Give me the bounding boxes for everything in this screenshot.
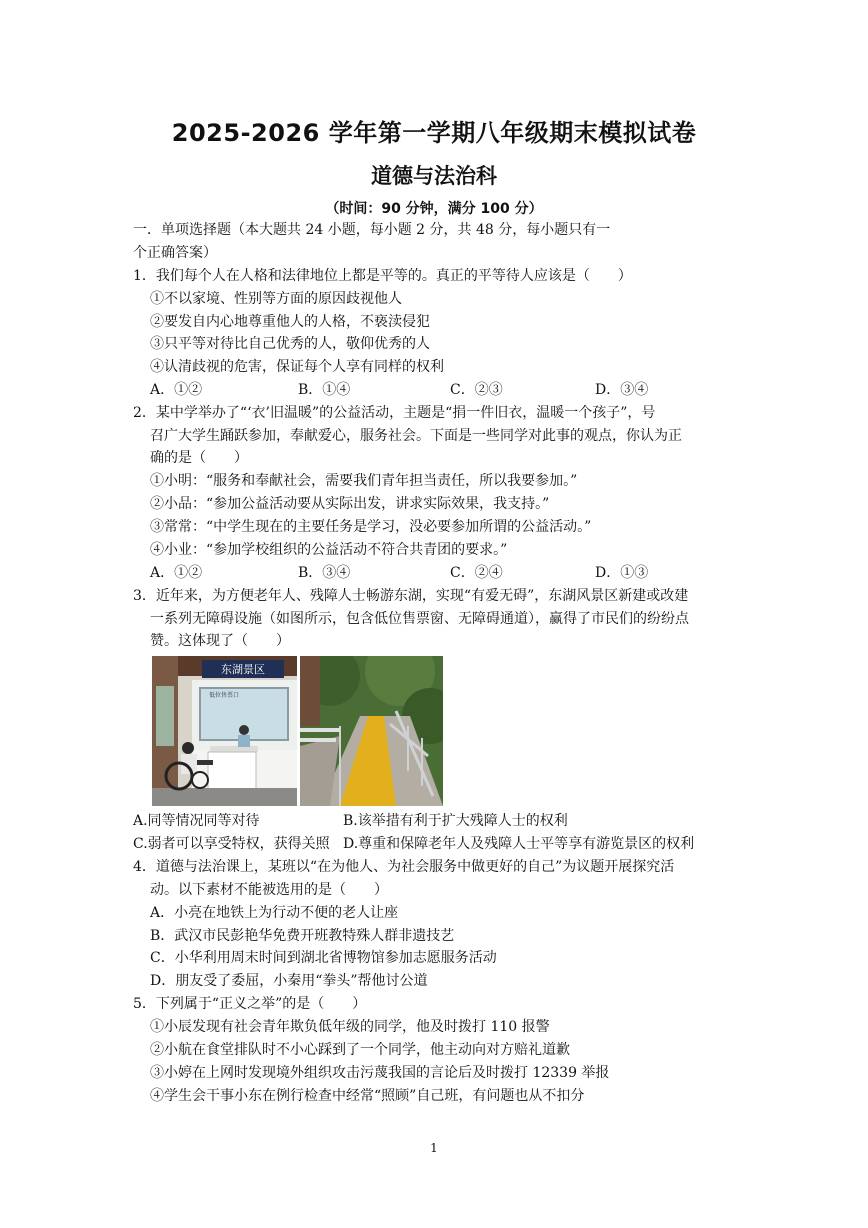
q5-item-4: ④学生会干事小东在例行检查中经常“照顾”自己班，有问题也从不扣分 xyxy=(150,1088,585,1104)
q1-options xyxy=(150,380,648,400)
q2-option-c: C．②④ xyxy=(450,565,503,581)
page-number: 1 xyxy=(430,1141,438,1155)
q1-item-2: ②要发自内心地尊重他人的人格，不亵渎侵犯 xyxy=(150,314,430,330)
exam-time: （时间：90 分钟，满分 100 分） xyxy=(325,201,543,217)
q4-option-b: B．武汉市民彭艳华免费开班教特殊人群非遗技艺 xyxy=(150,928,455,944)
q4-option-a: A．小亮在地铁上为行动不便的老人让座 xyxy=(150,905,399,921)
ticket-window-photo xyxy=(152,656,297,806)
q1-option-d: D．③④ xyxy=(595,382,649,398)
q5-stem: 5．下列属于“正义之举”的是（ ） xyxy=(133,996,367,1012)
q2-item-1: ①小明：“服务和奉献社会，需要我们青年担当责任，所以我要参加。” xyxy=(150,473,578,489)
accessible-ramp-illustration xyxy=(300,656,443,806)
q2-item-4: ④小业：“参加学校组织的公益活动不符合共青团的要求。” xyxy=(150,542,508,558)
q4-stem-line-1: 4．道德与法治课上，某班以“在为他人、为社会服务中做更好的自己”为议题开展探究活 xyxy=(133,859,675,875)
section-heading-line-2: 个正确答案） xyxy=(133,245,217,261)
q3-option-d: D.尊重和保障老年人及残障人士平等享有游览景区的权利 xyxy=(343,836,695,852)
q3-option-a: A.同等情况同等对待 xyxy=(133,813,260,829)
q1-option-b: B．①④ xyxy=(298,382,351,398)
q3-option-c: C.弱者可以享受特权，获得关照 xyxy=(133,836,330,852)
q4-stem-line-2: 动。以下素材不能被选用的是（ ） xyxy=(150,882,388,898)
q1-stem: 1．我们每个人在人格和法律地位上都是平等的。真正的平等待人应该是（ ） xyxy=(133,268,632,284)
q3-stem-line-2: 一系列无障碍设施（如图所示，包含低位售票窗、无障碍通道），赢得了市民们的纷纷点 xyxy=(150,611,689,627)
q5-item-3: ③小婷在上网时发现境外组织攻击污蔑我国的言论后及时拨打 12339 举报 xyxy=(150,1065,610,1081)
q4-option-c: C．小华利用周末时间到湖北省博物馆参加志愿服务活动 xyxy=(150,950,497,966)
q3-option-b: B.该举措有利于扩大残障人士的权利 xyxy=(343,813,568,829)
accessible-ramp-photo xyxy=(300,656,443,806)
q2-item-3: ③常常：“中学生现在的主要任务是学习，没必要参加所谓的公益活动。” xyxy=(150,519,592,535)
q2-option-d: D．①③ xyxy=(595,565,649,581)
q3-stem-line-1: 3．近年来，为方便老年人、残障人士畅游东湖，实现“有爱无碍”，东湖风景区新建或改建 xyxy=(133,588,689,604)
q2-item-2: ②小品：“参加公益活动要从实际出发，讲求实际效果，我支持。” xyxy=(150,496,550,512)
q2-stem-line-2: 召广大学生踊跃参加，奉献爱心，服务社会。下面是一些同学对此事的观点，你认为正 xyxy=(150,428,682,444)
q2-stem-line-1: 2．某中学举办了“‘衣’旧温暖”的公益活动，主题是“捐一件旧衣，温暖一个孩子”，号 xyxy=(133,405,656,421)
q1-option-a: A．①② xyxy=(150,382,203,398)
q1-item-1: ①不以家境、性别等方面的原因歧视他人 xyxy=(150,291,402,307)
q2-option-a: A．①② xyxy=(150,565,203,581)
exam-subject: 道德与法治科 xyxy=(371,164,497,188)
exam-title: 2025-2026 学年第一学期八年级期末模拟试卷 xyxy=(171,119,697,147)
q1-item-3: ③只平等对待比自己优秀的人，敬仰优秀的人 xyxy=(150,336,430,352)
q2-option-b: B．③④ xyxy=(298,565,351,581)
q4-option-d: D．朋友受了委屈，小秦用“拳头”帮他讨公道 xyxy=(150,973,428,989)
q3-stem-line-3: 赞。这体现了（ ） xyxy=(150,633,290,649)
q2-stem-line-3: 确的是（ ） xyxy=(150,450,248,466)
q2-options xyxy=(150,563,648,583)
q1-item-4: ④认清歧视的危害，保证每个人享有同样的权利 xyxy=(150,359,444,375)
q5-item-1: ①小辰发现有社会青年欺负低年级的同学，他及时拨打 110 报警 xyxy=(150,1019,550,1035)
section-heading-line-1: 一．单项选择题（本大题共 24 小题，每小题 2 分，共 48 分，每小题只有一 xyxy=(133,222,611,238)
scenic-area-sign-text: 东湖景区 xyxy=(221,663,265,676)
ticket-window-sign-text: 低位售票口 xyxy=(208,692,240,699)
q1-option-c: C．②③ xyxy=(450,382,503,398)
q5-item-2: ②小航在食堂排队时不小心踩到了一个同学，他主动向对方赔礼道歉 xyxy=(150,1042,570,1058)
ticket-window-illustration xyxy=(152,656,297,806)
